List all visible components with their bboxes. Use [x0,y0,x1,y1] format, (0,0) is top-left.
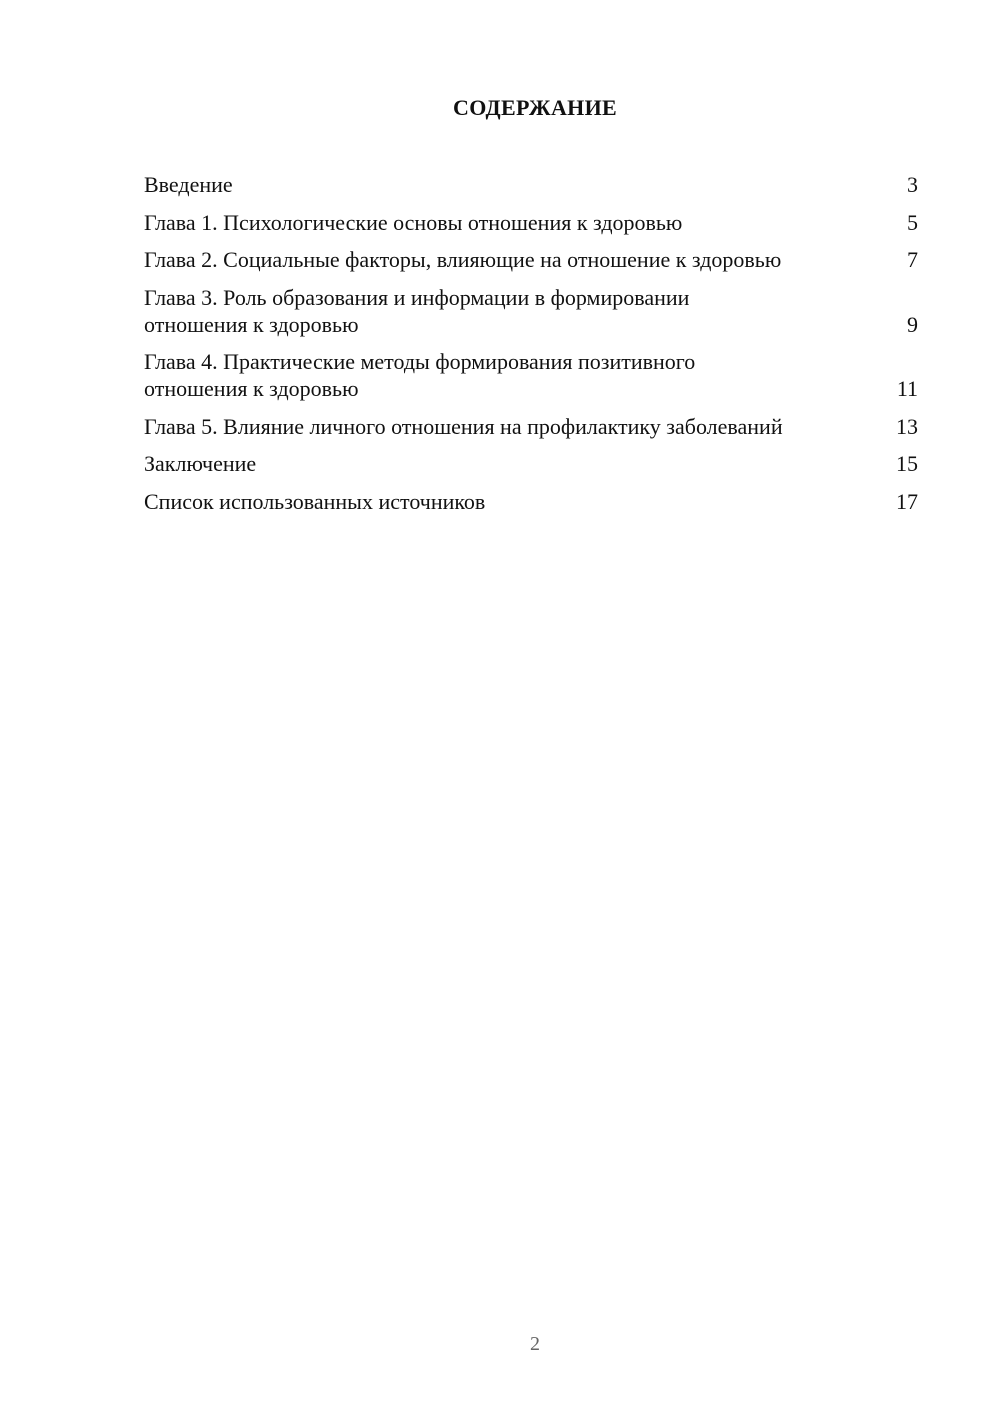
toc-entry-chapter-4 [144,348,918,402]
toc-entry-text: Заключение [144,451,257,476]
toc-entry-text: Глава 3. Роль образования и информации в формировании отношения к здоровью [144,284,690,337]
toc-entry-page: 13 [896,413,918,439]
toc-entry-page: 17 [896,488,918,514]
toc-entry-page: 11 [896,376,918,401]
toc-entry-text: Список использованных источников [144,488,486,514]
toc-entry-page: 9 [907,311,918,337]
toc-entry-text: Глава 1. Психологические основы отношения к здоровью [144,209,683,235]
toc-title: СОДЕРЖАНИЕ [453,95,617,120]
toc-entry-page: 5 [907,209,918,235]
toc-entry-text: Глава 5. Влияние личного отношения на профилактику заболеваний [144,413,783,439]
toc-entry-chapter-2 [144,246,918,273]
toc-entry-introduction [144,171,918,198]
toc-entry-text: Введение [144,172,233,197]
toc-entry-page: 7 [907,247,918,272]
toc-entry-chapter-3 [144,284,918,338]
toc-entry-text: Глава 2. Социальные факторы, влияющие на отношение к здоровью [144,247,782,272]
toc-entry-references [144,488,918,515]
page-number: 2 [530,1333,540,1355]
toc-entry-conclusion [144,450,918,477]
table-of-contents [144,171,918,525]
toc-entry-page: 15 [896,451,918,476]
toc-entry-text: Глава 4. Практические методы формирования позитивного отношения к здоровью [144,349,696,401]
toc-entry-chapter-1 [144,209,918,236]
toc-entry-page: 3 [907,172,918,197]
toc-entry-chapter-5 [144,413,918,440]
